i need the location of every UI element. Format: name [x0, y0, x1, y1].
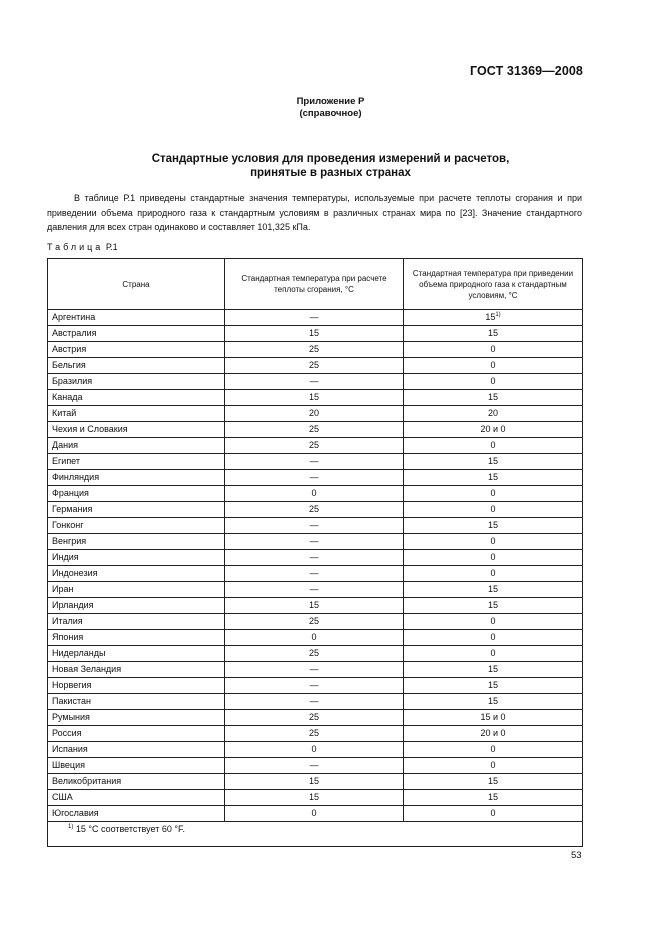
- footnote-text: 15 °С соответствует 60 °F.: [75, 824, 185, 834]
- volume-temp-value: 0: [490, 760, 496, 770]
- volume-temp-cell: [404, 502, 583, 518]
- table-row: [48, 454, 583, 470]
- volume-temp-cell: [404, 326, 583, 342]
- volume-temp-value: 0: [490, 744, 496, 754]
- combustion-temp-cell: —: [225, 550, 404, 566]
- combustion-temp-cell: 25: [225, 342, 404, 358]
- footnote-mark: 1): [68, 824, 74, 830]
- table-row: [48, 678, 583, 694]
- table-row: [48, 374, 583, 390]
- volume-temp-cell: [404, 758, 583, 774]
- volume-temp-cell: [404, 726, 583, 742]
- volume-temp-value: 0: [490, 440, 496, 450]
- table-row: [48, 582, 583, 598]
- country-cell: Испания: [48, 742, 225, 758]
- volume-temp-cell: [404, 470, 583, 486]
- combustion-temp-cell: 25: [225, 726, 404, 742]
- intro-paragraph: В таблице Р.1 приведены стандартные значения температуры, используемые при расчете теплоты сгорания и при приведении объема природного газа к стандартным условиям в различных странах мира по [23]. Значение стандартного давления для всех стран одинаково и составляет 101,325 кПа.: [47, 193, 582, 232]
- volume-temp-cell: [404, 422, 583, 438]
- table-row: [48, 310, 583, 326]
- volume-temp-cell: [404, 614, 583, 630]
- combustion-temp-cell: 0: [225, 630, 404, 646]
- volume-temp-cell: [404, 774, 583, 790]
- volume-temp-cell: [404, 454, 583, 470]
- volume-temp-cell: [404, 342, 583, 358]
- table-caption: [47, 242, 118, 252]
- volume-temp-value: 20: [487, 408, 498, 418]
- country-cell: Франция: [48, 486, 225, 502]
- volume-temp-value: 0: [490, 552, 496, 562]
- table-row: [48, 438, 583, 454]
- volume-temp-cell: [404, 662, 583, 678]
- combustion-temp-cell: —: [225, 454, 404, 470]
- volume-temp-cell: [404, 486, 583, 502]
- table-caption-word: Таблица: [47, 242, 104, 252]
- country-cell: Нидерланды: [48, 646, 225, 662]
- country-cell: Великобритания: [48, 774, 225, 790]
- volume-temp-cell: [404, 694, 583, 710]
- volume-temp-value: 0: [490, 568, 496, 578]
- table-row: [48, 598, 583, 614]
- combustion-temp-cell: 25: [225, 422, 404, 438]
- combustion-temp-cell: 20: [225, 406, 404, 422]
- table-header-row: [48, 259, 583, 310]
- country-cell: Канада: [48, 390, 225, 406]
- header-country: Страна: [48, 259, 225, 310]
- volume-temp-value: 15: [487, 664, 498, 674]
- appendix-note: (справочное): [299, 108, 362, 119]
- country-cell: Япония: [48, 630, 225, 646]
- combustion-temp-cell: 25: [225, 358, 404, 374]
- table-row: [48, 518, 583, 534]
- combustion-temp-cell: 0: [225, 486, 404, 502]
- volume-temp-cell: [404, 582, 583, 598]
- combustion-temp-cell: 0: [225, 742, 404, 758]
- country-cell: Египет: [48, 454, 225, 470]
- volume-temp-cell: [404, 742, 583, 758]
- volume-temp-value: 15: [487, 520, 498, 530]
- table-row: [48, 790, 583, 806]
- country-cell: Китай: [48, 406, 225, 422]
- table-row: [48, 550, 583, 566]
- section-title: [0, 152, 661, 180]
- volume-temp-value: 15: [487, 328, 498, 338]
- combustion-temp-cell: 15: [225, 774, 404, 790]
- country-cell: Австралия: [48, 326, 225, 342]
- volume-temp-value: 0: [490, 632, 496, 642]
- table-row: [48, 806, 583, 822]
- combustion-temp-cell: 15: [225, 790, 404, 806]
- standard-conditions-table: [47, 258, 583, 847]
- intro-text: [47, 191, 582, 235]
- section-title-line1: Стандартные условия для проведения измерений и расчетов,: [151, 153, 510, 165]
- combustion-temp-cell: —: [225, 758, 404, 774]
- table-caption-number: Р.1: [105, 242, 118, 252]
- volume-temp-value: 15: [485, 312, 496, 322]
- volume-temp-cell: [404, 390, 583, 406]
- volume-temp-cell: [404, 678, 583, 694]
- combustion-temp-cell: 15: [225, 598, 404, 614]
- country-cell: Новая Зеландия: [48, 662, 225, 678]
- volume-temp-value: 0: [490, 344, 496, 354]
- country-cell: Индонезия: [48, 566, 225, 582]
- combustion-temp-cell: 25: [225, 614, 404, 630]
- volume-temp-cell: [404, 790, 583, 806]
- country-cell: Россия: [48, 726, 225, 742]
- table-row: [48, 646, 583, 662]
- combustion-temp-cell: —: [225, 582, 404, 598]
- country-cell: Иран: [48, 582, 225, 598]
- volume-temp-cell: [404, 518, 583, 534]
- volume-temp-value: 15: [487, 792, 498, 802]
- table-row: [48, 342, 583, 358]
- table-row: [48, 614, 583, 630]
- combustion-temp-cell: 25: [225, 710, 404, 726]
- volume-temp-value: 0: [490, 488, 496, 498]
- volume-temp-cell: [404, 534, 583, 550]
- combustion-temp-cell: —: [225, 310, 404, 326]
- volume-temp-cell: [404, 806, 583, 822]
- volume-temp-value: 15: [487, 456, 498, 466]
- volume-temp-value: 0: [490, 376, 496, 386]
- section-title-line2: принятые в разных странах: [250, 167, 411, 179]
- table-row: [48, 742, 583, 758]
- volume-temp-value: 15: [487, 776, 498, 786]
- combustion-temp-cell: —: [225, 662, 404, 678]
- table-row: [48, 630, 583, 646]
- country-cell: Индия: [48, 550, 225, 566]
- country-cell: Норвегия: [48, 678, 225, 694]
- country-cell: Ирландия: [48, 598, 225, 614]
- volume-temp-cell: [404, 710, 583, 726]
- combustion-temp-cell: —: [225, 374, 404, 390]
- combustion-temp-cell: 15: [225, 326, 404, 342]
- appendix-heading: [0, 96, 661, 120]
- volume-temp-cell: [404, 406, 583, 422]
- volume-temp-value: 0: [490, 616, 496, 626]
- volume-temp-cell: [404, 438, 583, 454]
- combustion-temp-cell: —: [225, 534, 404, 550]
- combustion-temp-cell: —: [225, 694, 404, 710]
- combustion-temp-cell: —: [225, 566, 404, 582]
- country-cell: Аргентина: [48, 310, 225, 326]
- country-cell: Швеция: [48, 758, 225, 774]
- volume-temp-value: 15: [487, 696, 498, 706]
- volume-temp-value: 0: [490, 504, 496, 514]
- volume-temp-value: 15: [487, 680, 498, 690]
- volume-temp-value: 0: [490, 648, 496, 658]
- country-cell: Румыния: [48, 710, 225, 726]
- country-cell: Чехия и Словакия: [48, 422, 225, 438]
- volume-temp-value: 20 и 0: [480, 424, 506, 434]
- combustion-temp-cell: —: [225, 518, 404, 534]
- footnote: [48, 822, 583, 847]
- combustion-temp-cell: 0: [225, 806, 404, 822]
- volume-temp-cell: [404, 374, 583, 390]
- country-cell: Гонконг: [48, 518, 225, 534]
- table-row: [48, 726, 583, 742]
- footnote-row: [48, 822, 583, 847]
- volume-temp-value: 15: [487, 392, 498, 402]
- volume-temp-cell: [404, 630, 583, 646]
- document-code: ГОСТ 31369—2008: [469, 64, 583, 78]
- table-row: [48, 502, 583, 518]
- country-cell: Бельгия: [48, 358, 225, 374]
- combustion-temp-cell: 15: [225, 390, 404, 406]
- appendix-title: Приложение Р: [296, 96, 365, 107]
- header-volume-temp: Стандартная температура при приведении объема природного газа к стандартным условиям, °С: [404, 259, 583, 310]
- country-cell: Дания: [48, 438, 225, 454]
- table-row: [48, 694, 583, 710]
- table-row: [48, 758, 583, 774]
- volume-temp-value: 15 и 0: [480, 712, 506, 722]
- combustion-temp-cell: 25: [225, 502, 404, 518]
- volume-temp-value: 20 и 0: [480, 728, 506, 738]
- country-cell: США: [48, 790, 225, 806]
- table-row: [48, 406, 583, 422]
- country-cell: Австрия: [48, 342, 225, 358]
- table-row: [48, 470, 583, 486]
- table-row: [48, 422, 583, 438]
- volume-temp-value: 15: [487, 600, 498, 610]
- volume-temp-value: 0: [490, 536, 496, 546]
- table-row: [48, 662, 583, 678]
- combustion-temp-cell: 25: [225, 438, 404, 454]
- country-cell: Италия: [48, 614, 225, 630]
- volume-temp-cell: [404, 598, 583, 614]
- volume-temp-cell: [404, 358, 583, 374]
- volume-temp-value: 15: [487, 472, 498, 482]
- country-cell: Финляндия: [48, 470, 225, 486]
- table-row: [48, 774, 583, 790]
- volume-temp-cell: [404, 310, 583, 326]
- volume-temp-value: 0: [490, 808, 496, 818]
- page-number: 53: [571, 850, 582, 861]
- table-row: [48, 358, 583, 374]
- country-cell: Югославия: [48, 806, 225, 822]
- country-cell: Бразилия: [48, 374, 225, 390]
- combustion-temp-cell: —: [225, 678, 404, 694]
- table-row: [48, 710, 583, 726]
- volume-temp-value: 15: [487, 584, 498, 594]
- table-row: [48, 566, 583, 582]
- table-row: [48, 534, 583, 550]
- country-cell: Венгрия: [48, 534, 225, 550]
- combustion-temp-cell: —: [225, 470, 404, 486]
- table-row: [48, 390, 583, 406]
- volume-temp-cell: [404, 550, 583, 566]
- volume-temp-value: 0: [490, 360, 496, 370]
- country-cell: Пакистан: [48, 694, 225, 710]
- volume-temp-cell: [404, 566, 583, 582]
- table-row: [48, 486, 583, 502]
- combustion-temp-cell: 25: [225, 646, 404, 662]
- header-combustion-temp: Стандартная температура при расчете теплоты сгорания, °С: [225, 259, 404, 310]
- table-row: [48, 326, 583, 342]
- country-cell: Германия: [48, 502, 225, 518]
- volume-temp-cell: [404, 646, 583, 662]
- footnote-ref: 1): [495, 312, 501, 318]
